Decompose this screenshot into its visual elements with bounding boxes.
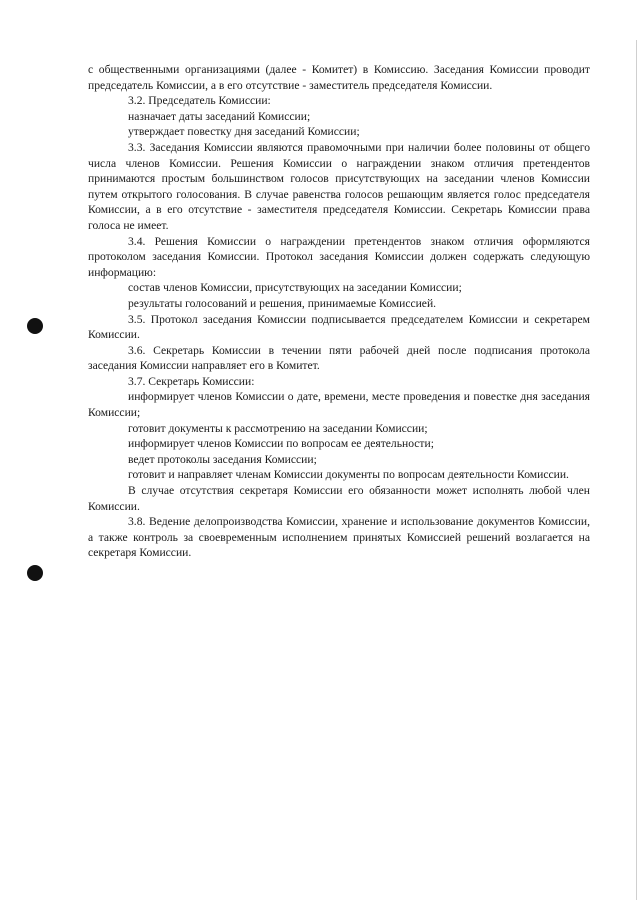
document-body xyxy=(88,62,590,561)
paragraph: утверждает повестку дня заседаний Комиссии; xyxy=(128,125,360,139)
paragraph: информирует членов Комиссии по вопросам ее деятельности; xyxy=(128,437,434,451)
paragraph: результаты голосований и решения, принимаемые Комиссией. xyxy=(128,296,437,310)
paragraph: состав членов Комиссии, присутствующих на заседании Комиссии; xyxy=(128,281,462,295)
paragraph: информирует членов Комиссии о дате, времени, месте проведения и повестке дня заседания Комиссии; xyxy=(88,390,590,420)
paragraph: 3.5. Протокол заседания Комиссии подписывается председателем Комиссии и секретарем Комиссии. xyxy=(88,312,590,342)
paragraph: 3.3. Заседания Комиссии являются правомочными при наличии более половины от общего числа членов Комиссии. Решения Комиссии о награждении знаком отличия претендентов принимаются простым большинством голосов присутствующих на заседании членов Комиссии путем открытого голосования. В случае равенства голосов решающим является голос председателя Комиссии, а в его отсутствие - заместителя председателя Комиссии. Секретарь Комиссии права голоса не имеет. xyxy=(88,140,590,232)
paragraph: готовит документы к рассмотрению на заседании Комиссии; xyxy=(128,421,428,435)
paragraph: 3.4. Решения Комиссии о награждении претендентов знаком отличия оформляются протоколом заседания Комиссии. Протокол заседания Комиссии должен содержать следующую информацию: xyxy=(88,234,590,279)
paragraph: 3.6. Секретарь Комиссии в течении пяти рабочей дней после подписания протокола заседания Комиссии направляет его в Комитет. xyxy=(88,343,590,373)
paragraph: 3.2. Председатель Комиссии: xyxy=(128,94,271,108)
paragraph: готовит и направляет членам Комиссии документы по вопросам деятельности Комиссии. xyxy=(128,468,569,482)
paragraph: с общественными организациями (далее - Комитет) в Комиссию. Заседания Комиссии проводит председатель Комиссии, а в его отсутствие - заместитель председателя Комиссии. xyxy=(88,63,590,92)
paragraph: 3.8. Ведение делопроизводства Комиссии, хранение и использование документов Комиссии, а также контроль за своевременным исполнением принятых Комиссией решений возлагается на секретаря Комиссии. xyxy=(88,515,590,560)
paragraph: В случае отсутствия секретаря Комиссии его обязанности может исполнять любой член Комиссии. xyxy=(88,484,590,513)
punch-hole-upper xyxy=(27,318,43,334)
punch-hole-lower xyxy=(27,565,43,581)
paragraph: 3.7. Секретарь Комиссии: xyxy=(128,374,255,388)
paragraph: назначает даты заседаний Комиссии; xyxy=(128,109,311,123)
scan-edge-mark xyxy=(636,40,637,900)
paragraph: ведет протоколы заседания Комиссии; xyxy=(128,452,317,466)
